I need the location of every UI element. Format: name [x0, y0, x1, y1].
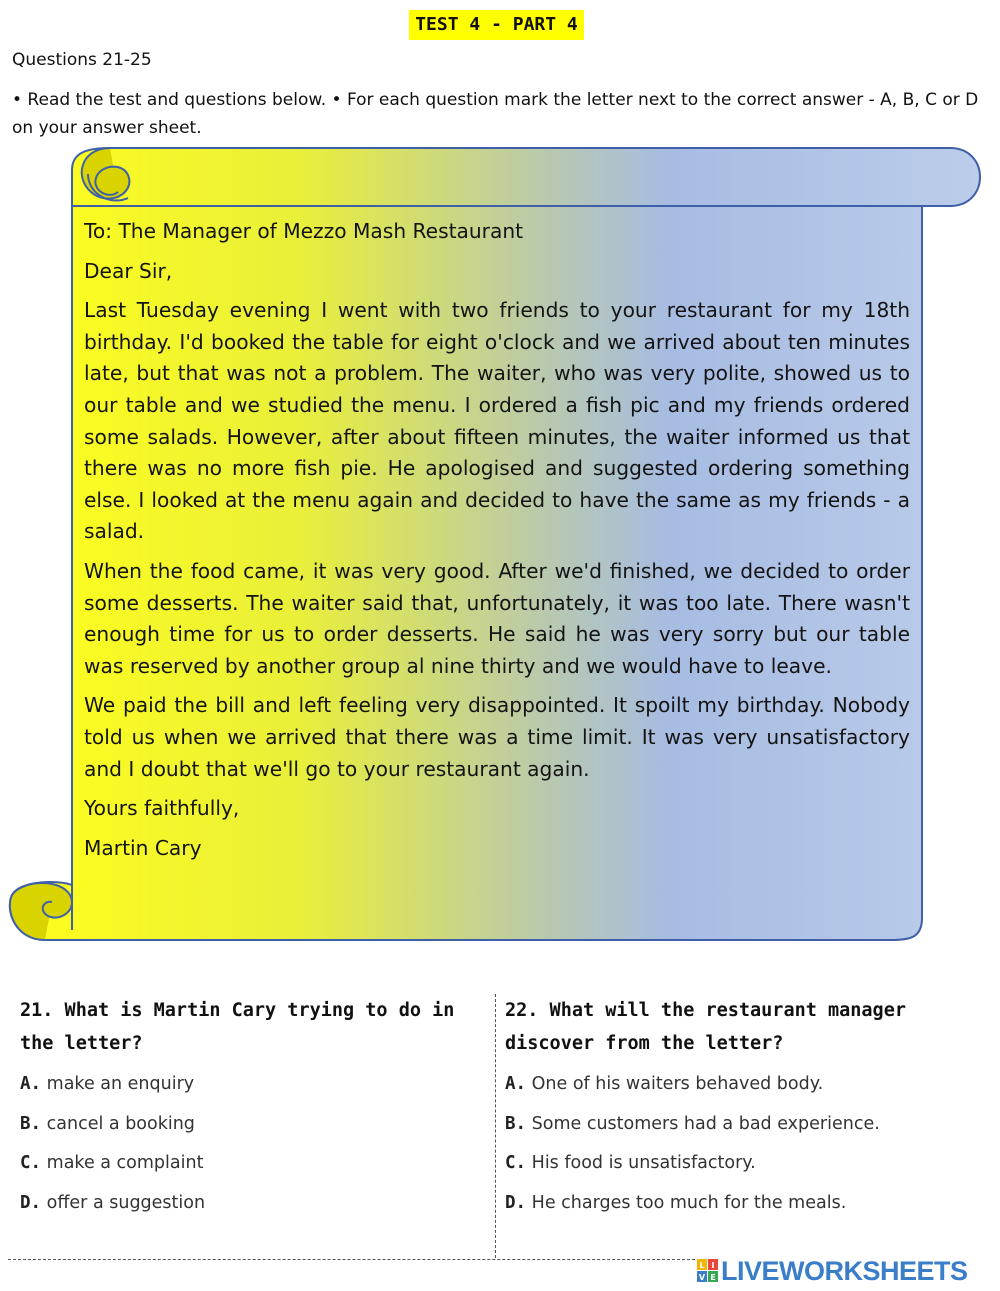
- option-text: make an enquiry: [46, 1074, 195, 1094]
- answer-option[interactable]: [20, 1069, 482, 1109]
- option-text: His food is unsatisfactory.: [531, 1153, 756, 1173]
- option-letter: B.: [505, 1113, 527, 1134]
- option-letter: D.: [505, 1192, 527, 1213]
- answer-option[interactable]: [505, 1109, 965, 1149]
- letter-body: [84, 216, 910, 872]
- answer-option[interactable]: [505, 1069, 965, 1109]
- answer-option[interactable]: [20, 1148, 482, 1188]
- letter-greeting: Dear Sir,: [84, 258, 173, 283]
- option-text: make a complaint: [46, 1153, 204, 1173]
- option-text: One of his waiters behaved body.: [531, 1074, 824, 1094]
- letter-recipient: To: The Manager of Mezzo Mash Restaurant: [84, 219, 524, 243]
- svg-text:E: E: [710, 1273, 716, 1282]
- option-letter: D.: [20, 1192, 42, 1213]
- questions-range: Questions 21-25: [12, 50, 152, 70]
- option-letter: A.: [20, 1074, 42, 1094]
- bottom-divider: [8, 1259, 700, 1260]
- svg-text:L: L: [699, 1261, 705, 1270]
- letter-signature: Martin Cary: [84, 835, 202, 860]
- letter-closing: Yours faithfully,: [84, 796, 240, 821]
- option-text: Some customers had a bad experience.: [531, 1113, 880, 1134]
- question-text: 22. What will the restaurant manager discover from the letter?: [505, 1000, 906, 1054]
- answer-option[interactable]: [505, 1148, 965, 1188]
- letter-paragraph: Last Tuesday evening I went with two friends to your restaurant for my 18th birthday. I'd booked the table for eight o'clock and we arrived about ten minutes late, but that was not a problem. The waiter, who was very polite, showed us to our table and we studied the menu. I ordered a fish pic and my friends ordered some salads. However, after about fifteen minutes, the waiter informed us that there was no more fish pie. He apologised and suggested ordering something else. I looked at the menu again and decided to have the same as my friends - a salad.: [84, 298, 910, 544]
- letter-paragraph: When the food came, it was very good. After we'd finished, we decided to order some desserts. The waiter said that, unfortunately, it was too late. There wasn't enough time for us to order desserts. He said he was very sorry but our table was reserved by another group al nine thirty and we would have to leave.: [84, 558, 910, 678]
- svg-text:I: I: [711, 1261, 715, 1270]
- option-text: He charges too much for the meals.: [531, 1192, 847, 1213]
- letter-paragraph: We paid the bill and left feeling very disappointed. It spoilt my birthday. Nobody told us when we arrived that there was a time limit. It was very unsatisfactory and I doubt that we'll go to your restaurant again.: [84, 693, 910, 781]
- option-text: offer a suggestion: [46, 1192, 206, 1213]
- answer-option[interactable]: [20, 1188, 482, 1228]
- question-text: 21. What is Martin Cary trying to do in the letter?: [20, 1000, 455, 1054]
- option-letter: B.: [20, 1113, 42, 1134]
- option-letter: C.: [20, 1153, 42, 1173]
- logo-text: LIVEWORKSHEETS: [721, 1256, 968, 1286]
- option-letter: C.: [505, 1153, 527, 1173]
- page-title: TEST 4 - PART 4: [409, 10, 584, 40]
- column-divider: [495, 994, 496, 1258]
- answer-option[interactable]: [505, 1188, 965, 1228]
- option-letter: A.: [505, 1074, 527, 1094]
- instructions: • Read the test and questions below. • For each question mark the letter next to the correct answer - A, B, C or D on your answer sheet.: [12, 90, 979, 138]
- liveworksheets-logo: [697, 1257, 993, 1285]
- question-22: [505, 994, 965, 1227]
- question-21: [20, 994, 482, 1227]
- svg-text:V: V: [698, 1273, 706, 1282]
- option-text: cancel a booking: [46, 1113, 195, 1134]
- logo-badge-icon: [697, 1259, 719, 1283]
- answer-option[interactable]: [20, 1109, 482, 1149]
